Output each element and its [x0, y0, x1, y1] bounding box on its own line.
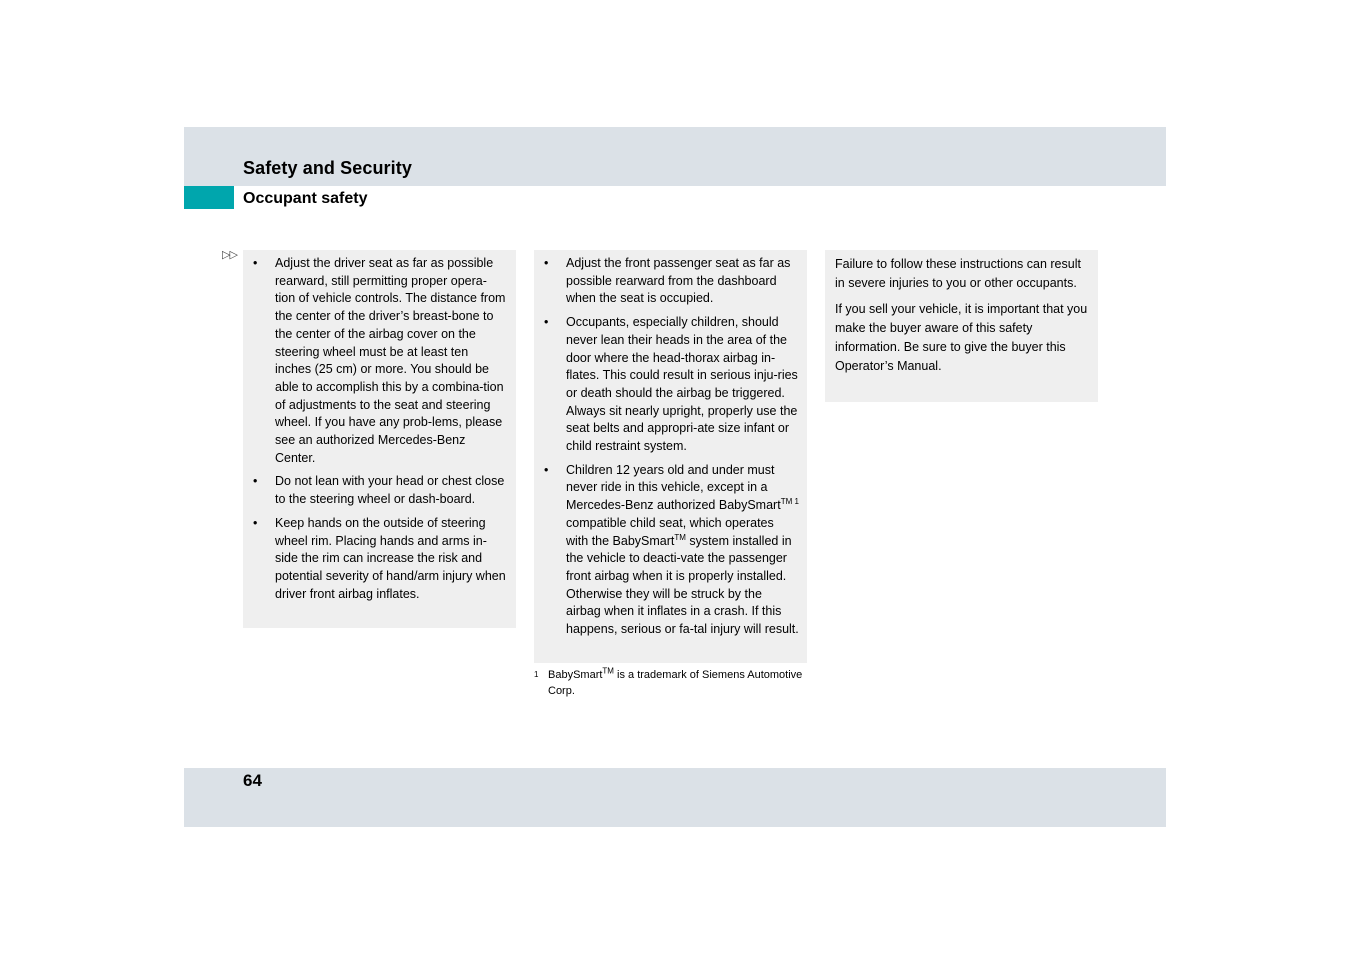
bullet-list — [544, 255, 799, 639]
sub-title: Occupant safety — [243, 190, 368, 207]
footnote-text — [548, 667, 807, 699]
list-item-text: Children 12 years old and under must never ride in this vehicle, except in a Mercedes-Benz authorized BabySmart — [566, 462, 781, 513]
section-accent-marker — [184, 186, 234, 209]
paragraph: If you sell your vehicle, it is important that you make the buyer aware of this safety information. Be sure to give the buyer this Operator’s Manual. — [835, 302, 1088, 373]
list-item-text: compatible child seat, which operates with the BabySmart — [566, 515, 774, 548]
continuation-arrows-icon: ▷▷ — [222, 249, 237, 261]
footnote-text-part: is a trademark of Siemens Automotive Corp. — [548, 669, 803, 697]
list-item: • Adjust the driver seat as far as possible rearward, still permitting proper opera-tion of vehicle controls. The distance from the center of the driver’s breast-bone to the center of the airbag cover on the steering wheel must be at least ten inches (25 cm) or more. You should be able to accomplish this by a combina-tion of adjustments to the seat and steering wheel. If you have any prob-lems, please see an authorized Mercedes-Benz Center. — [253, 255, 506, 467]
warning-box-column-2 — [534, 250, 807, 663]
list-item: • Do not lean with your head or chest close to the steering wheel or dash-board. — [253, 473, 506, 508]
bullet-list — [253, 255, 506, 603]
page-number: 64 — [243, 771, 262, 790]
list-item: • Keep hands on the outside of steering wheel rim. Placing hands and arms in-side the rim can increase the risk and potential severity of hand/arm injury when driver front airbag inflates. — [253, 515, 506, 604]
warning-box-column-3 — [825, 250, 1098, 402]
trademark-footnote-ref: TM 1 — [780, 496, 799, 506]
footer-band — [184, 768, 1166, 827]
warning-box-column-1 — [243, 250, 516, 628]
trademark-sup: TM — [602, 666, 614, 676]
list-item — [544, 462, 799, 639]
paragraph: Failure to follow these instructions can result in severe injuries to you or other occupants. — [835, 257, 1081, 290]
footnote-text-part: BabySmart — [548, 669, 603, 681]
footnote — [534, 667, 807, 699]
list-item: • Adjust the front passenger seat as far as possible rearward from the dashboard when the seat is occupied. — [544, 255, 799, 308]
trademark-sup: TM — [674, 532, 686, 542]
section-title: Safety and Security — [243, 158, 412, 178]
footnote-marker: 1 — [534, 670, 539, 679]
list-item-text: system installed in the vehicle to deacti-vate the passenger front airbag when it is properly installed. Otherwise they will be struck by the airbag when it inflates in a crash. If this happens, serious or fa-tal injury will result. — [566, 533, 799, 637]
list-item: • Occupants, especially children, should never lean their heads in the area of the door where the head-thorax airbag in-flates. This could result in serious inju-ries or death should the airbag be triggered. Always sit nearly upright, properly use the seat belts and appropri-ate size infant or child restraint system. — [544, 314, 799, 456]
